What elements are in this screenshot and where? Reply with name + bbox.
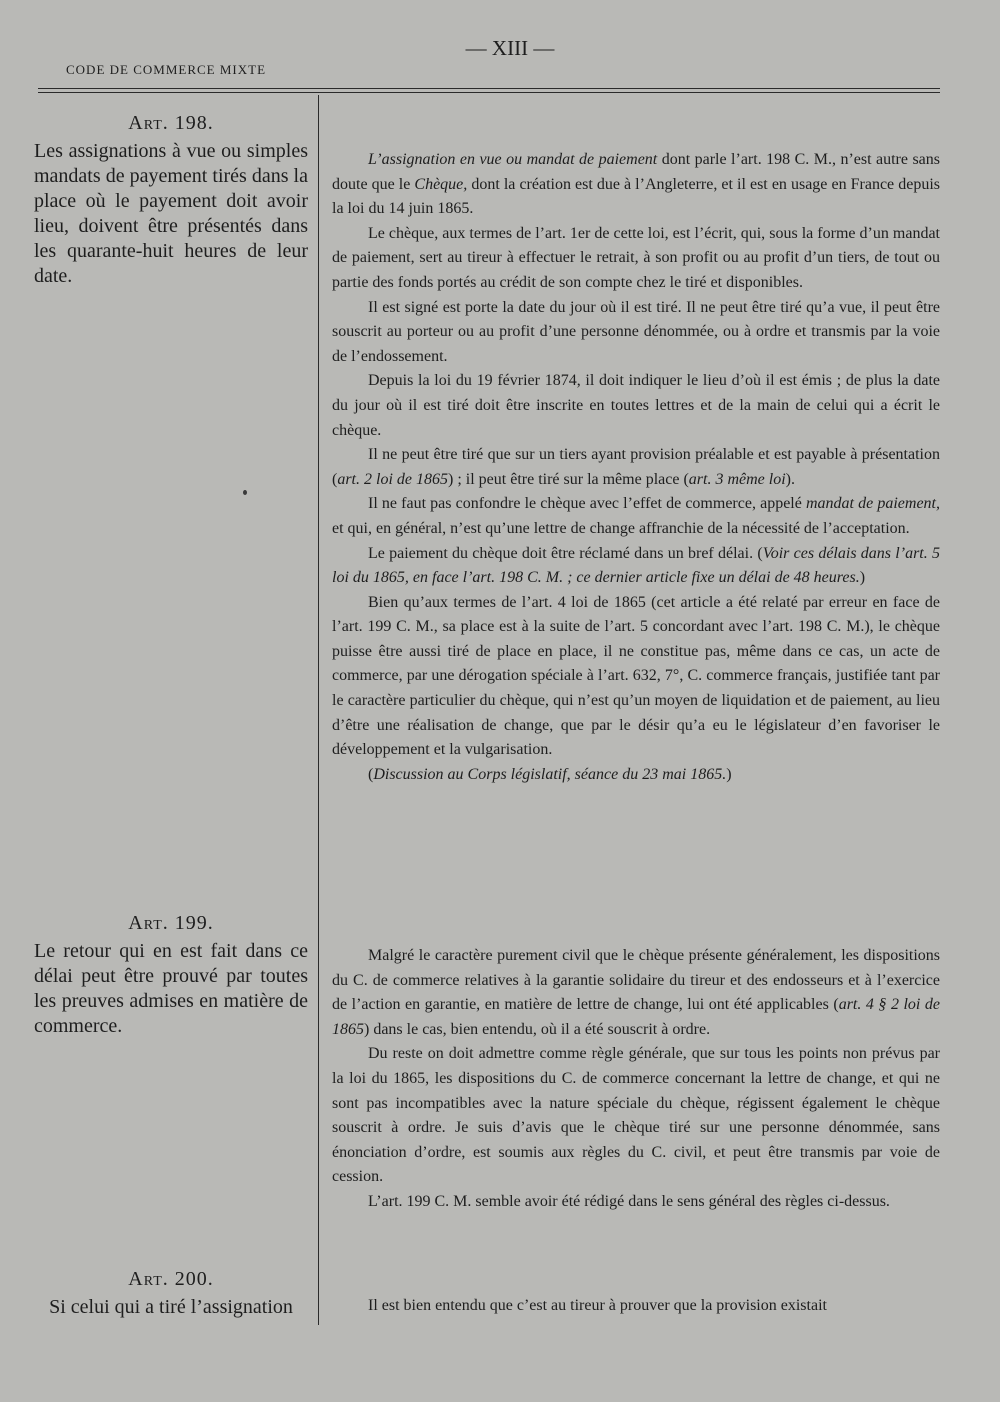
commentary-paragraph: L’assignation en vue ou mandat de paiement dont parle l’art. 198 C. M., n’est autre sans doute que le Chèque, dont la création est due à l’Angleterre, et il est en usage en France depuis la loi du 14 juin 1865. xyxy=(332,151,940,218)
commentary-paragraph: Du reste on doit admettre comme règle générale, que sur tous les points non prévus par la loi du 1865, les dispositions du C. de commerce concernant la lettre de change, et qui ne sont pas incompatibles avec la nature spéciale du chèque, régissent également le chèque souscrit à ordre. Je suis d’avis que le chèque tiré sur une personne dénommée, sans énonciation d’ordre, est soumis aux règles du C. civil, et peut être transmis par voie de cession. xyxy=(332,1045,940,1186)
commentary-paragraph: L’art. 199 C. M. semble avoir été rédigé dans le sens général des règles ci-dessus. xyxy=(368,1192,890,1210)
citation-paragraph: (Discussion au Corps législatif, séance du 23 mai 1865.) xyxy=(368,765,732,783)
article-text: Les assignations à vue ou simples mandats de payement tirés dans la place où le payement doit avoir lieu, doivent être présentés dans les quarante-huit heures de leur date. xyxy=(34,140,308,287)
article-title: Art. 200. xyxy=(128,1268,214,1290)
commentary-block-3 xyxy=(332,1294,940,1319)
commentary-paragraph: Il ne peut être tiré que sur un tiers ayant provision préalable et est payable à présentation (art. 2 loi de 1865) ; il peut être tiré sur la même place (art. 3 même loi). xyxy=(332,446,940,488)
article-title: Art. 198. xyxy=(128,112,214,134)
header-rule-bottom xyxy=(38,92,940,93)
commentary-paragraph: Il est bien entendu que c’est au tireur à prouver que la provision existait xyxy=(368,1297,827,1314)
commentary-paragraph: Il est signé est porte la date du jour où il est tiré. Il ne peut être tiré qu’a vue, il peut être souscrit au porteur ou au profit d’une personne dénommée, ou à ordre et transmis par la voie de l’endossement. xyxy=(332,298,940,365)
article-199 xyxy=(34,912,308,1039)
commentary-paragraph: Il ne faut pas confondre le chèque avec l’effet de commerce, appelé mandat de paiement, et qui, en général, n’est qu’une lettre de change affranchie de la nécessité de l’acceptation. xyxy=(332,495,941,537)
ink-speck xyxy=(243,490,247,495)
commentary-block-1 xyxy=(332,148,940,787)
commentary-paragraph: Le chèque, aux termes de l’art. 1er de cette loi, est l’écrit, qui, sous la forme d’un mandat de paiement, sert au tireur à effectuer le retrait, à son profit ou au profit d’un tiers, de tout ou partie des fonds portés au crédit de son compte chez le tiré et disponibles. xyxy=(332,224,940,291)
article-title: Art. 199. xyxy=(128,912,214,934)
article-200 xyxy=(34,1268,308,1320)
commentary-paragraph: Le paiement du chèque doit être réclamé dans un bref délai. (Voir ces délais dans l’art. 5 loi du 1865, en face l’art. 198 C. M. ; ce dernier article fixe un délai de 48 heures.) xyxy=(332,544,940,587)
page-number: — XIII — xyxy=(465,36,555,60)
commentary-paragraph: Bien qu’aux termes de l’art. 4 loi de 1865 (cet article a été relaté par erreur en face de l’art. 199 C. M., sa place est à la suite de l’art. 5 concordant avec l’art. 198 C. M.), le chèque puisse être aussi tiré de place en place, il ne constitue pas, même dans ce cas, un acte de commerce, par une dérogation spéciale à l’art. 632, 7°, C. commerce français, justifiée tant par le caractère particulier du chèque, qui n’est qu’un moyen de liquidation et de paiement, au lieu d’être une réalisation de change, que par le désir qu’a eu le législateur d’en favoriser le développement et la vulgarisation. xyxy=(332,593,940,759)
article-text: Si celui qui a tiré l’assignation xyxy=(49,1296,293,1318)
commentary-paragraph: Malgré le caractère purement civil que le chèque présente généralement, les dispositions du C. de commerce relatives à la garantie solidaire du tireur et des endosseurs et à l’exercice de l’action en garantie, en matière de lettre de change, lui ont été applicables (art. 4 § 2 loi de 1865) dans le cas, bien entendu, où il a été souscrit à ordre. xyxy=(332,947,940,1038)
commentary-block-2 xyxy=(332,944,940,1215)
article-198 xyxy=(34,112,308,289)
italic-span: L’assignation en vue ou mandat de paiement xyxy=(368,151,658,168)
column-divider xyxy=(318,95,319,1325)
article-text: Le retour qui en est fait dans ce délai peut être prouvé par toutes les preuves admises en matière de commerce. xyxy=(34,940,308,1037)
commentary-paragraph: Depuis la loi du 19 février 1874, il doit indiquer le lieu d’où il est émis ; de plus la date du jour où il est tiré doit être inscrite en toutes lettres et de la main de celui qui a écrit le chèque. xyxy=(332,372,940,439)
header-rule-top xyxy=(38,88,940,89)
running-title: CODE DE COMMERCE MIXTE xyxy=(66,62,267,77)
